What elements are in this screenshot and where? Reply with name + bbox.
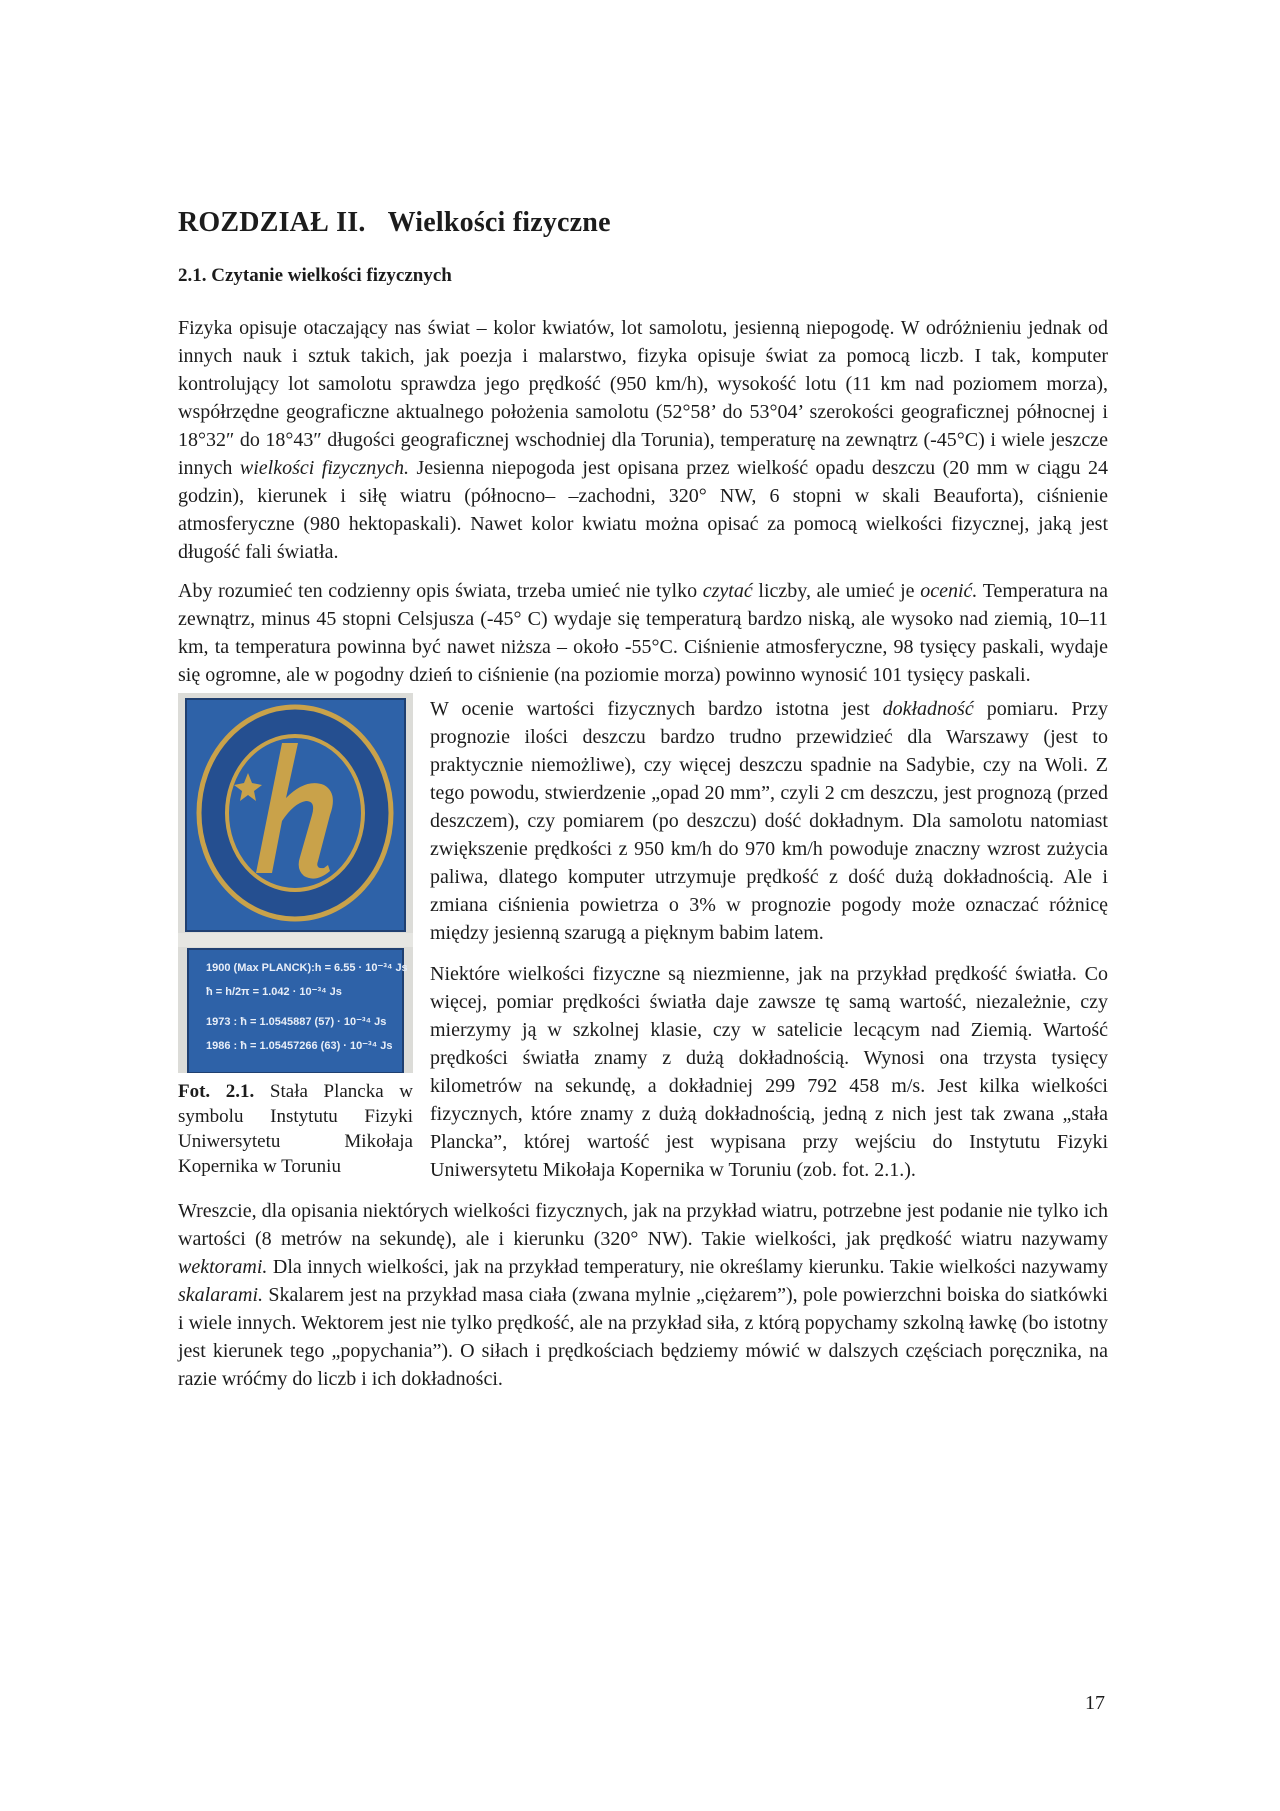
emphasis-term: dokładność [882,698,974,720]
plaque-line: 1900 (Max PLANCK):h = 6.55 · 10⁻³⁴ Js [206,962,408,974]
planck-emblem-photo [178,693,413,1073]
text-run: Wreszcie, dla opisania niektórych wielkości fizycznych, jak na przykład wiatru, potrzebne jest podanie nie tylko ich wartości (8 metrów na sekundę), ale i kierunku (320° NW). Takie wielkości, jak prędkość wiatru nazywamy [178,1200,1108,1250]
text-run: Skalarem jest na przykład masa ciała (zwana mylnie „ciężarem”), pole powierzchni boiska do siatkówki i wiele innych. Wektorem jest nie tylko prędkość, ale na przykład siła, z którą popychamy szkolną ławkę (bo istotny jest kierunek tego „popychania”). O siłach i prędkościach będziemy mówić w dalszych częściach poręcznika, na razie wróćmy do liczb i ich dokładności. [178,1284,1108,1390]
figure-label: Fot. 2.1. [178,1081,255,1102]
section-heading: 2.1. Czytanie wielkości fizycznych [178,265,452,286]
plaque-line: 1973 : ħ = 1.0545887 (57) · 10⁻³⁴ Js [206,1016,387,1028]
emphasis-term: skalarami. [178,1284,263,1306]
text-run: liczby, ale umieć je [752,580,921,602]
text-run: Fizyka opisuje otaczający nas świat – kolor kwiatów, lot samolotu, jesienną niepogodę. W odróżnieniu jednak od innych nauk i sztuk takich, jak poezja i malarstwo, fizyka opisuje świat za pomocą liczb. I tak, komputer kontrolujący lot samolotu sprawdza jego prędkość (950 km/h), wysokość lotu (11 km nad poziomem morza), współrzędne geograficzne aktualnego położenia samolotu (52°58’ do 53°04’ szerokości geograficznej północnej i 18°32″ do 18°43″ długości geograficznej wschodniej dla Torunia), temperaturę na zewnątrz (-45°C) i wiele jeszcze innych [178,317,1108,479]
plaque-line: ħ = h/2π = 1.042 · 10⁻³⁴ Js [206,986,342,998]
chapter-title: Wielkości fizyczne [387,207,611,238]
text-run: Aby rozumieć ten codzienny opis świata, trzeba umieć nie tylko [178,580,703,602]
text-run: Temperatura na zewnątrz, minus 45 stopni Celsjusza (-45° C) wydaje się temperaturą bardzo niską, ale wysoko nad ziemią, 10–11 km, ta temperatura powinna być nawet niższa – około -55°C. Ciśnienie atmosferyczne, 98 tysięcy paskali, wydaje się ogromne, ale w pogodny dzień to ciśnienie (na poziomie morza) powinno wynosić 101 tysięcy paskali. [178,580,1108,686]
emphasis-term: wielkości fizycznych. [239,457,409,479]
figure-planck [178,693,413,1179]
text-run: W ocenie wartości fizycznych bardzo istotna jest [430,698,883,720]
page-content [178,207,1108,1393]
text-run: pomiaru. Przy prognozie ilości deszczu bardzo trudno przewidzieć dla Warszawy (jest to praktycznie niemożliwe), czy więcej deszczu spadnie na Sadybie, czy na Woli. Z tego powodu, stwierdzenie „opad 20 mm”, czyli 2 cm deszczu, jest prognozą (przed deszczem), czy pomiarem (po deszczu) dość dokładnym. Dla samolotu natomiast zwiększenie prędkości z 950 km/h do 970 km/h powoduje znaczny wzrost zużycia paliwa, dlatego komputer utrzymuje prędkość z dość dużą dokładnością. Ale i zmiana ciśnienia powietrza o 3% w prognozie pogody może oznaczać różnicę między jesienną szarugą a pięknym babim latem. [430,698,1109,944]
paragraph-intro [178,314,1108,566]
chapter-heading [178,207,1108,239]
page-number: 17 [1085,1692,1105,1714]
paragraph-constants: Niektóre wielkości fizyczne są niezmienne, jak na przykład prędkość światła. Co więcej, pomiar prędkości światła daje zawsze tę samą wartość, niezależnie, czy mierzymy ją w szkolnej klasie, czy w satelicie lecącym nad Ziemią. Wartość prędkości światła znamy z dużą dokładnością. Wynosi ona trzysta tysięcy kilometrów na sekundę, a dokładniej 299 792 458 m/s. Jest kilka wielkości fizycznych, które znamy z dużą dokładnością, jedną z nich jest tak zwana „stała Plancka”, której wartość jest wypisana przy wejściu do Instytutu Fizyki Uniwersytetu Mikołaja Kopernika w Toruniu (zob. fot. 2.1.). [430,963,1108,1181]
figure-caption [178,1079,413,1179]
text-run: Jesienna niepogoda jest opisana przez wielkość opadu deszczu (20 mm w ciągu 24 godzin), kierunek i siłę wiatru (północno– –zachodni, 320° NW, 6 stopni w skali Beauforta), ciśnienie atmosferyczne (980 hektopaskali). Nawet kolor kwiatu można opisać za pomocą wielkości fizycznej, jaką jest długość fali światła. [178,457,1108,563]
chapter-label: ROZDZIAŁ II. [178,207,366,238]
emphasis-term: wektorami. [178,1256,268,1278]
text-run: Dla innych wielkości, jak na przykład temperatury, nie określamy kierunku. Takie wielkości nazywamy [267,1256,1108,1278]
emphasis-term: ocenić. [920,580,978,602]
emphasis-term: czytać [702,580,753,602]
plaque-line: 1986 : ħ = 1.05457266 (63) · 10⁻³⁴ Js [206,1040,393,1052]
paragraph-reading [178,577,1108,689]
figure-caption-text: Stała Plancka w symbolu Instytutu Fizyki Uniwersytetu Mikołaja Kopernika w Toruniu [178,1081,413,1177]
paragraph-vectors [178,1197,1108,1393]
